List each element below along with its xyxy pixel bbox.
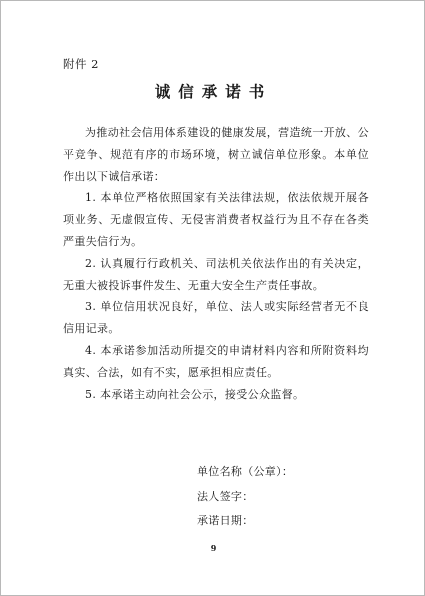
unit-name-field-label: 单位名称（公章）：	[197, 465, 294, 478]
commitment-item-1: 1. 本单位严格依照国家有关法律法规，依法依规开展各项业务、无虚假宣传、无侵害消费者权益行为且不存在各类严重失信行为。	[63, 191, 369, 248]
commitment-item-5: 5. 本承诺主动向社会公示，接受公众监督。	[85, 387, 305, 401]
legal-rep-signature-label: 法人签字：	[197, 489, 254, 503]
commitment-item-4: 4. 本承诺参加活动所提交的申请材料内容和所附资料均真实、合法，如有不实，愿承担相应责任。	[63, 343, 369, 379]
intro-paragraph: 为推动社会信用体系建设的健康发展，营造统一开放、公平竞争、规范有序的市场环境，树立诚信单位形象。本单位作出以下诚信承诺：	[63, 126, 369, 183]
signature-block	[197, 460, 293, 534]
annex-label: 附件 2	[63, 57, 99, 71]
document-title: 诚信承诺书	[154, 82, 273, 101]
document-body	[63, 122, 369, 405]
page-number: 9	[210, 543, 217, 553]
commitment-item-3: 3. 单位信用状况良好，单位、法人或实际经营者无不良信用记录。	[63, 300, 369, 336]
commitment-date-label: 承诺日期：	[197, 514, 254, 527]
commitment-item-2: 2. 认真履行行政机关、司法机关依法作出的有关决定，无重大被投诉事件发生、无重大安全生产责任事故。	[63, 256, 369, 292]
